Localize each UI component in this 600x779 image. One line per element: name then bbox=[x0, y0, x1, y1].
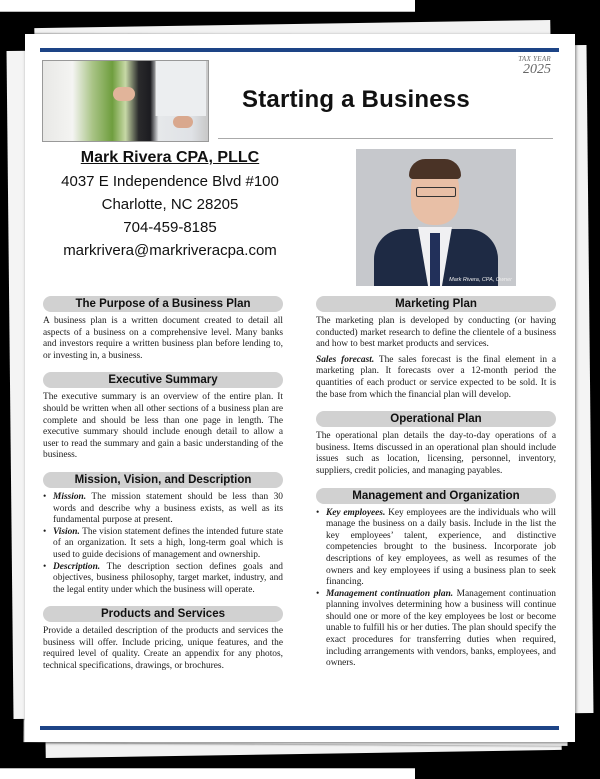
term: Sales forecast. bbox=[316, 354, 375, 365]
bullet-list bbox=[43, 492, 283, 596]
section-heading-executive-summary: Executive Summary bbox=[43, 372, 283, 388]
tax-year-label: TAX YEAR bbox=[518, 55, 551, 63]
paragraph: The marketing plan is developed by conducting (or having conducted) market research to define the clientele of a business and how to best market products and services. bbox=[316, 316, 556, 350]
document-graphic bbox=[155, 61, 206, 116]
term: Mission. bbox=[53, 491, 87, 502]
section-body-executive-summary bbox=[43, 392, 283, 462]
section-body-products bbox=[43, 626, 283, 672]
section-body-mission bbox=[43, 492, 283, 596]
contact-block bbox=[35, 146, 305, 262]
paragraph bbox=[316, 355, 556, 401]
hair-graphic bbox=[409, 159, 461, 179]
handshake-photo bbox=[42, 60, 209, 142]
tax-year-value: 2025 bbox=[523, 62, 551, 77]
hand-graphic bbox=[173, 116, 193, 128]
firm-name: Mark Rivera CPA, PLLC bbox=[80, 149, 260, 166]
section-body-marketing bbox=[316, 316, 556, 401]
page-title: Starting a Business bbox=[242, 86, 470, 113]
right-column bbox=[316, 296, 556, 680]
bullet-list bbox=[316, 508, 556, 670]
tax-year-badge bbox=[518, 56, 551, 77]
address-line-2: Charlotte, NC 28205 bbox=[101, 196, 239, 213]
left-column bbox=[43, 296, 283, 683]
newsletter-page bbox=[25, 34, 575, 742]
top-accent-rule bbox=[40, 48, 559, 52]
paragraph: The executive summary is an overview of the entire plan. It should be written when all other sections of a business plan are complete and should be less than one page in length. The executive summary should include enough detail to allow a user to read the summary and gain a basic understanding of the business. bbox=[43, 392, 283, 461]
list-item bbox=[43, 562, 283, 597]
definition: Management continuation planning involves determining how a business will continue should one or more of the key employees be lost or become unable to fulfill his or her duties. The plan should specify the exact procedures for transferring duties when required, including arrangements with vendors, banks, employees, and owners. bbox=[326, 588, 556, 669]
definition: The sales forecast is the final element in a marketing plan. It forecasts over a 12-month period the quantities of each product or service expected to be sold. It is the base from which the financial plan will develop. bbox=[316, 354, 556, 400]
background-window-edge-bottom bbox=[0, 768, 415, 779]
term: Description. bbox=[53, 561, 101, 572]
phone-number: 704-459-8185 bbox=[123, 219, 217, 236]
section-body-management bbox=[316, 508, 556, 670]
section-heading-products: Products and Services bbox=[43, 606, 283, 622]
section-heading-mission: Mission, Vision, and Description bbox=[43, 472, 283, 488]
section-heading-operational: Operational Plan bbox=[316, 411, 556, 427]
title-divider bbox=[218, 138, 553, 139]
section-body-operational bbox=[316, 431, 556, 477]
definition: The vision statement defines the intended future state of an organization. It sets a high, long-term goal which is used to guide decisions of management and ownership. bbox=[53, 526, 283, 560]
bottom-accent-rule bbox=[40, 726, 559, 730]
definition: The description section defines goals and objectives, business philosophy, target market, industry, and the legal entity under which the business will operate. bbox=[53, 561, 283, 595]
hand-graphic bbox=[113, 87, 135, 101]
section-body-purpose bbox=[43, 316, 283, 362]
paragraph: A business plan is a written document created to detail all aspects of a business on a comprehensive level. Many banks and investors require a written business plan before lending to, or investing in, a business. bbox=[43, 316, 283, 361]
glasses-graphic bbox=[416, 187, 456, 197]
section-heading-marketing: Marketing Plan bbox=[316, 296, 556, 312]
list-item bbox=[43, 492, 283, 527]
definition: Key employees are the individuals who will manage the business on a daily basis. Include in the list the key employees’ talent, experience, and distinctive competencies brought to the business. Incorporate job descriptions of key employees, as well as resumes of the owners and key employees if using a business plan to seek financing. bbox=[326, 507, 556, 588]
term: Management continuation plan. bbox=[326, 588, 454, 599]
paragraph: Provide a detailed description of the products and services the business will offer. Include pricing, unique features, and the required level of quality. Create an appendix for any photos, technical specifications, drawings, or brochures. bbox=[43, 626, 283, 672]
paragraph: The operational plan details the day-to-day operations of a business. Items discussed in an operational plan should include issues such as location, licensing, personnel, inventory, suppliers, credit policies, and managing payables. bbox=[316, 431, 556, 476]
portrait-caption: Mark Rivera, CPA, Owner bbox=[449, 277, 512, 283]
address-line-1: 4037 E Independence Blvd #100 bbox=[61, 173, 279, 190]
term: Key employees. bbox=[326, 507, 386, 518]
owner-portrait bbox=[356, 149, 516, 286]
list-item bbox=[316, 508, 556, 589]
definition: The mission statement should be less than 30 words and describe why a business exists, as well as its fundamental purpose at present. bbox=[53, 491, 283, 526]
section-heading-management: Management and Organization bbox=[316, 488, 556, 504]
list-item bbox=[316, 589, 556, 670]
list-item bbox=[43, 527, 283, 562]
section-heading-purpose: The Purpose of a Business Plan bbox=[43, 296, 283, 312]
email-address: markrivera@markriveracpa.com bbox=[63, 242, 277, 259]
tie-graphic bbox=[430, 233, 440, 286]
term: Vision. bbox=[53, 526, 80, 537]
background-window-edge-top bbox=[0, 0, 415, 12]
